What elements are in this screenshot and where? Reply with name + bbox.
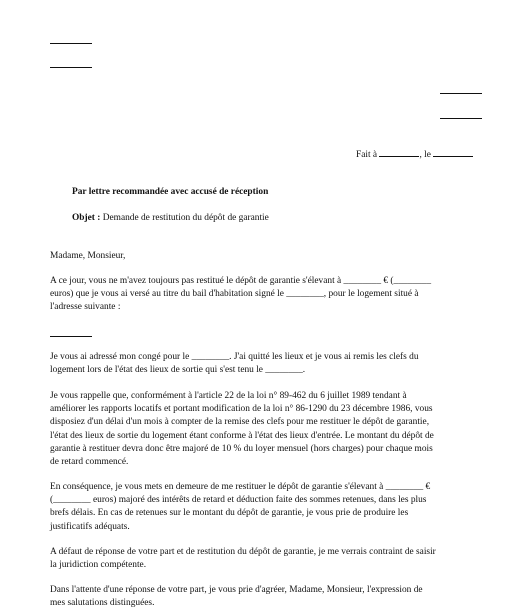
objet-line: [72, 212, 269, 225]
paragraph-line: brefs délais. En cas de retenues sur le montant du dépôt de garantie, je vous prie de produire les: [50, 508, 409, 519]
recipient-address-line: [440, 118, 482, 119]
paragraph-line: la juridiction compétente.: [50, 560, 147, 571]
paragraph-line: l'état des lieux de sortie du logement étant conforme à l'état des lieux d'entrée. Le montant du dépôt de: [50, 430, 434, 441]
place-date: [356, 147, 473, 162]
address-blank-line: [50, 336, 92, 337]
paragraph-2: [50, 351, 490, 377]
paragraph-line: (________ euros) majoré des intérêts de retard et déduction faite des sommes retenues, dans les plus: [50, 495, 427, 506]
paragraph-1: [50, 275, 490, 315]
salutation: Madame, Monsieur,: [50, 251, 126, 261]
recipient-name-line: [440, 93, 482, 94]
paragraph-line: améliorer les rapports locatifs et portant modification de la loi n° 86-1290 du 23 décembre 1986, vous: [50, 404, 433, 415]
paragraph-line: disposiez d'un délai d'un mois à compter de la remise des clefs pour me restituer le dépôt de garantie,: [50, 417, 430, 428]
paragraph-6: [50, 584, 490, 610]
paragraph-line: justificatifs adéquats.: [50, 521, 130, 532]
paragraph-5: [50, 546, 490, 572]
paragraph-3: [50, 390, 490, 469]
place-blank: [379, 147, 419, 157]
paragraph-line: euros) que je vous ai versé au titre du bail d'habitation signé le ________, pour le logement situé à: [50, 289, 419, 300]
fait-a-label: Fait à: [356, 150, 378, 160]
paragraph-line: logement lors de l'état des lieux de sortie qui s'est tenu le ________.: [50, 365, 306, 376]
mode-envoi: Par lettre recommandée avec accusé de réception: [72, 187, 269, 197]
paragraph-line: l'adresse suivante :: [50, 302, 121, 313]
paragraph-line: Dans l'attente d'une réponse de votre part, je vous prie d'agréer, Madame, Monsieur, l'expression de: [50, 585, 423, 595]
paragraph-line: En conséquence, je vous mets en demeure de me restituer le dépôt de garantie s'élevant à ________ €: [50, 482, 431, 492]
objet-text: Demande de restitution du dépôt de garantie: [102, 213, 269, 223]
paragraph-line: garantie à restituer devra donc être majoré de 10 % du loyer mensuel (hors charges) pour chaque mois: [50, 443, 433, 454]
paragraph-line: Je vous ai adressé mon congé pour le ________. J'ai quitté les lieux et je vous ai remis les clefs du: [50, 352, 419, 362]
paragraph-line: A défaut de réponse de votre part et de restitution du dépôt de garantie, je me verrais contraint de saisir: [50, 547, 436, 557]
paragraph-line: de retard commencé.: [50, 456, 129, 467]
objet-label: Objet :: [72, 213, 101, 223]
sender-name-line: [50, 43, 92, 44]
date-blank: [433, 147, 473, 157]
paragraph-line: Je vous rappelle que, conformément à l'article 22 de la loi n° 89-462 du 6 juillet 1989 tendant à: [50, 391, 407, 401]
paragraph-4: [50, 481, 490, 534]
le-label: , le: [419, 150, 431, 160]
paragraph-line: A ce jour, vous ne m'avez toujours pas restitué le dépôt de garantie s'élevant à ________ € (________: [50, 276, 432, 286]
paragraph-line: mes salutations distinguées.: [50, 598, 155, 609]
sender-address-line: [50, 67, 92, 68]
